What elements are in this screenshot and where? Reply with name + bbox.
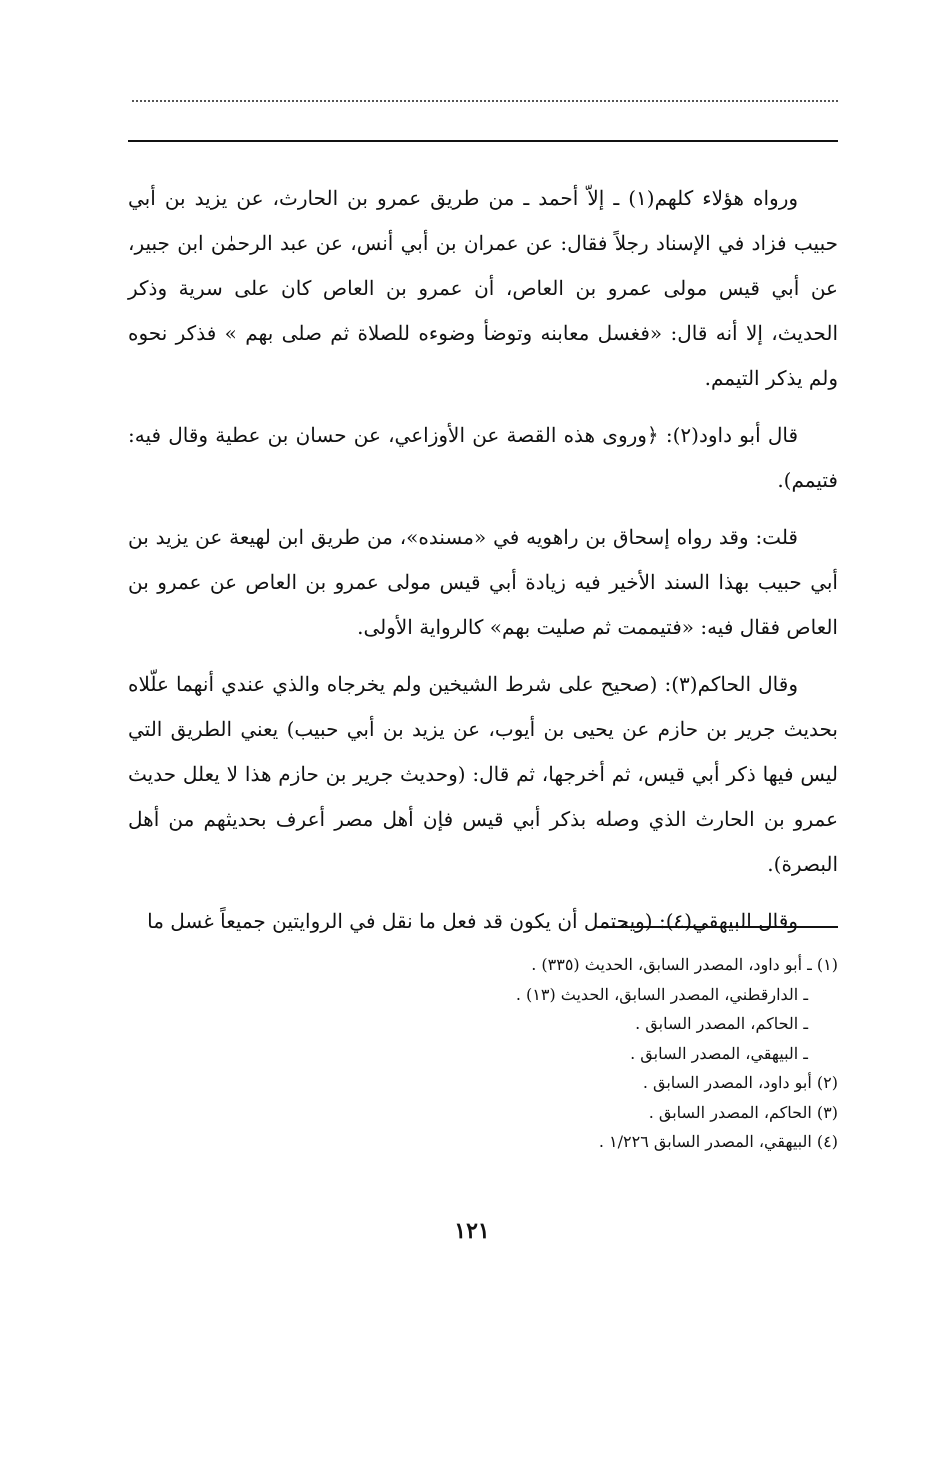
footnotes bbox=[300, 950, 838, 1157]
footnote-1-sub-1: ـ الدارقطني، المصدر السابق، الحديث (١٣) . bbox=[515, 984, 808, 1004]
footnote-1: (١) ـ أبو داود، المصدر السابق، الحديث (٣٣٥) . bbox=[531, 955, 838, 974]
paragraph-3: قلت: وقد رواه إسحاق بن راهويه في «مسنده»، من طريق ابن لهيعة عن يزيد بن أبي حبيب بهذا السند الأخير فيه زيادة أبي قيس مولى عمرو بن العاص عن عمرو بن العاص فقال فيه: «فتيممت ثم صليت بهم» كالرواية الأولى. bbox=[128, 525, 838, 639]
header-rule bbox=[128, 140, 838, 142]
page-number: ١٢١ bbox=[454, 1218, 490, 1244]
footnote-2: (٢) أبو داود، المصدر السابق . bbox=[642, 1073, 838, 1092]
paragraph-1: ورواه هؤلاء كلهم(١) ـ إلاّ أحمد ـ من طريق عمرو بن الحارث، عن يزيد بن أبي حبيب فزاد في الإسناد رجلاً فقال: عن عمران بن أبي أنس، عن عبد الرحمٰن ابن جبير، عن أبي قيس مولى عمرو بن العاص، أن عمرو بن العاص كان على سرية وذكر الحديث، إلا أنه قال: «فغسل معابنه وتوضأ وضوءه للصلاة ثم صلى بهم » فذكر نحوه ولم يذكر التيمم. bbox=[128, 186, 838, 390]
footnote-1-sub-3: ـ البيهقي، المصدر السابق . bbox=[630, 1043, 808, 1063]
footnote-4: (٤) البيهقي، المصدر السابق ١/٢٢٦ . bbox=[598, 1132, 838, 1151]
main-text bbox=[128, 176, 838, 956]
header-dotted-line bbox=[132, 100, 838, 102]
paragraph-2: قال أبو داود(٢): ﴿وروى هذه القصة عن الأوزاعي، عن حسان بن عطية وقال فيه: فتيمم). bbox=[128, 423, 838, 492]
paragraph-4: وقال الحاكم(٣): (صحيح على شرط الشيخين ولم يخرجاه والذي عندي أنهما علّلاه بحديث جرير بن حازم عن يحيى بن أيوب، عن يزيد بن أبي حبيب) يعني الطريق التي ليس فيها ذكر أبي قيس، ثم أخرجها، ثم قال: (وحديث جرير بن حازم هذا لا يعلل حديث عمرو بن الحارث الذي وصله بذكر أبي قيس فإن أهل مصر أعرف بحديثهم من أهل البصرة). bbox=[128, 672, 838, 876]
paragraph-5: وقال البيهقي(٤): (ويحتمل أن يكون قد فعل ما نقل في الروايتين جميعاً غسل ما bbox=[147, 909, 798, 933]
footnote-separator bbox=[598, 926, 838, 928]
footnote-1-sub-2: ـ الحاكم، المصدر السابق . bbox=[635, 1014, 808, 1033]
footnote-3: (٣) الحاكم، المصدر السابق . bbox=[648, 1102, 838, 1122]
